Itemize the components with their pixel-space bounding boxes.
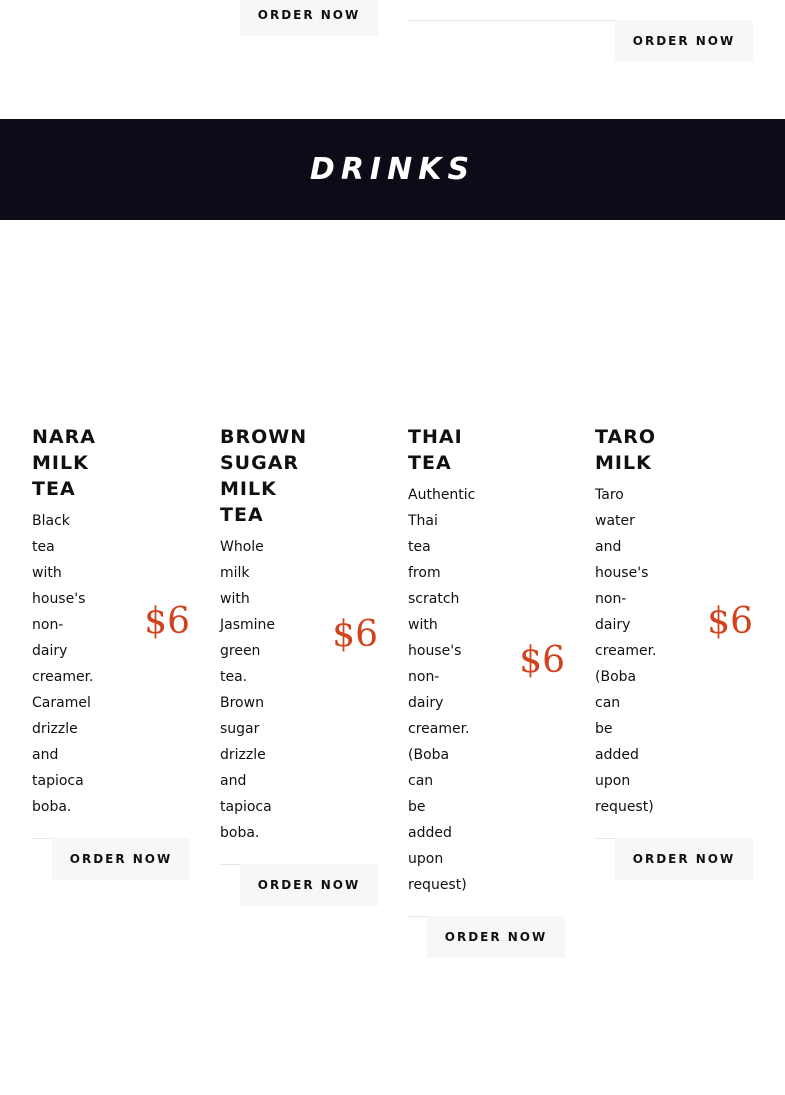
drink-description-line: tea	[32, 539, 55, 555]
drink-info	[408, 424, 475, 898]
drink-description-line: and	[32, 747, 59, 763]
drink-name	[595, 424, 657, 476]
drink-description-line: tapioca	[32, 773, 84, 789]
drink-description	[220, 534, 307, 846]
order-now-button[interactable]: ORDER NOW	[615, 838, 753, 880]
drink-name	[32, 424, 96, 502]
drink-description-line: (Boba	[595, 669, 637, 685]
drink-description-line: tea	[408, 539, 431, 555]
drink-description-line: house's	[408, 643, 462, 659]
drink-description-line: Thai	[408, 513, 438, 529]
drink-price: $6	[519, 640, 565, 681]
drink-description-line: with	[32, 565, 62, 581]
drink-info	[32, 424, 96, 820]
drink-description-line: tea.	[220, 669, 248, 685]
drink-description-line: with	[408, 617, 438, 633]
section-title: DRINKS	[309, 152, 476, 187]
drinks-banner	[0, 119, 785, 220]
drink-name-line: TEA	[32, 478, 76, 500]
drink-description-line: dairy	[595, 617, 631, 633]
drink-name-line: NARA	[32, 426, 96, 448]
drink-card	[220, 424, 378, 906]
drink-description-line: from	[408, 565, 441, 581]
drink-description-line: (Boba	[408, 747, 450, 763]
drink-description-line: upon	[408, 851, 444, 867]
drink-name-line: BROWN	[220, 426, 308, 448]
drink-description	[408, 482, 475, 898]
drink-name-line: TEA	[220, 504, 264, 526]
drink-description-line: with	[220, 591, 250, 607]
drink-description-line: request)	[408, 877, 467, 893]
drink-name-line: SUGAR	[220, 452, 300, 474]
drink-description-line: Authentic	[408, 487, 476, 503]
drink-description-line: and	[595, 539, 622, 555]
drink-description-line: creamer.	[32, 669, 94, 685]
drink-name-line: THAI	[408, 426, 463, 448]
drink-description-line: house's	[32, 591, 86, 607]
drink-description-line: Jasmine	[220, 617, 276, 633]
drink-info	[595, 424, 657, 820]
drink-name-line: MILK	[32, 452, 89, 474]
drink-card	[32, 424, 190, 880]
drink-name	[408, 424, 475, 476]
drink-description-line: and	[220, 773, 247, 789]
drink-description-line: house's	[595, 565, 649, 581]
drink-description-line: sugar	[220, 721, 260, 737]
drink-name-line: TEA	[408, 452, 452, 474]
drink-description-line: milk	[220, 565, 250, 581]
drink-description-line: Whole	[220, 539, 264, 555]
drink-description	[595, 482, 657, 820]
drink-description-line: scratch	[408, 591, 460, 607]
drink-price: $6	[332, 614, 378, 655]
drink-description	[32, 508, 96, 820]
drink-description-line: dairy	[32, 643, 68, 659]
drink-description-line: Caramel	[32, 695, 91, 711]
order-now-button[interactable]: ORDER NOW	[240, 0, 378, 36]
drink-description-line: creamer.	[595, 643, 657, 659]
drink-description-line: Black	[32, 513, 70, 529]
drink-price: $6	[707, 601, 753, 642]
drink-price: $6	[144, 601, 190, 642]
drink-card	[408, 424, 565, 958]
drink-description-line: water	[595, 513, 635, 529]
drink-description-line: green	[220, 643, 261, 659]
drink-description-line: Taro	[595, 487, 624, 503]
drink-name-line: TARO	[595, 426, 656, 448]
drink-description-line: drizzle	[220, 747, 266, 763]
drink-description-line: added	[408, 825, 452, 841]
drink-description-line: dairy	[408, 695, 444, 711]
drink-description-line: tapioca	[220, 799, 272, 815]
drink-description-line: be	[595, 721, 613, 737]
drink-description-line: non-	[408, 669, 440, 685]
drink-description-line: creamer.	[408, 721, 470, 737]
order-now-button[interactable]: ORDER NOW	[240, 864, 378, 906]
drink-description-line: request)	[595, 799, 654, 815]
drink-description-line: be	[408, 799, 426, 815]
order-now-button[interactable]: ORDER NOW	[615, 20, 753, 62]
drink-description-line: can	[595, 695, 621, 711]
order-now-button[interactable]: ORDER NOW	[52, 838, 190, 880]
drink-description-line: boba.	[220, 825, 260, 841]
drink-info	[220, 424, 307, 846]
drink-description-line: can	[408, 773, 434, 789]
drink-description-line: added	[595, 747, 639, 763]
drink-description-line: upon	[595, 773, 631, 789]
drink-description-line: non-	[595, 591, 627, 607]
drink-name-line: MILK	[220, 478, 277, 500]
drink-description-line: Brown	[220, 695, 264, 711]
drink-description-line: non-	[32, 617, 64, 633]
drink-description-line: boba.	[32, 799, 72, 815]
drink-description-line: drizzle	[32, 721, 78, 737]
drink-card	[595, 424, 753, 880]
drink-name-line: MILK	[595, 452, 652, 474]
order-now-button[interactable]: ORDER NOW	[427, 916, 565, 958]
drink-name	[220, 424, 307, 528]
